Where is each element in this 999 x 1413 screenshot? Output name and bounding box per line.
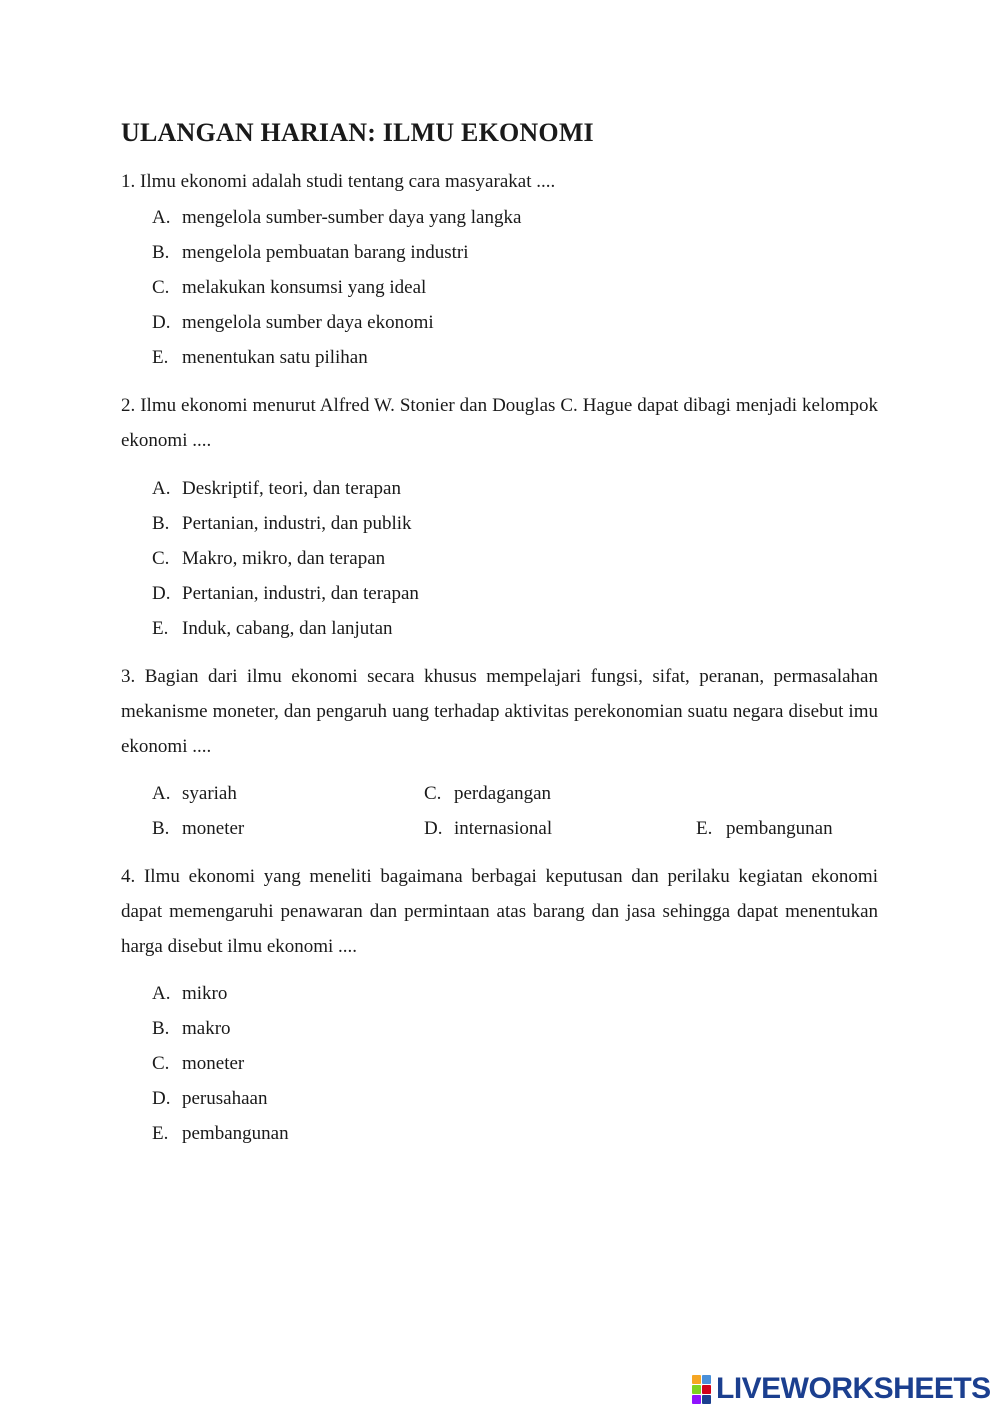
q4-option-b[interactable]: B. makro	[152, 1018, 231, 1039]
question-4-text: 4. Ilmu ekonomi yang meneliti bagaimana berbagai keputusan dan perilaku kegiatan ekonomi dapat memengaruhi penawaran dan permintaan atas barang dan jasa sehingga dapat menentukan harga disebut ilmu ekonomi ....	[121, 866, 878, 957]
logo-tile	[692, 1395, 701, 1404]
question-3-text: 3. Bagian dari ilmu ekonomi secara khusus mempelajari fungsi, sifat, peranan, permasalahan mekanisme moneter, dan pengaruh uang terhadap aktivitas perekonomian suatu negara disebut imu ekonomi ....	[121, 666, 878, 757]
q1-option-c[interactable]: C. melakukan konsumsi yang ideal	[152, 277, 427, 298]
q4-option-c[interactable]: C. moneter	[152, 1053, 245, 1074]
q3-option-a[interactable]: A. syariah	[152, 783, 237, 804]
q2-option-a[interactable]: A. Deskriptif, teori, dan terapan	[152, 478, 401, 499]
logo-tile	[702, 1395, 711, 1404]
q1-option-b[interactable]: B. mengelola pembuatan barang industri	[152, 242, 469, 263]
logo-tile	[692, 1385, 701, 1394]
logo-tile	[702, 1385, 711, 1394]
q3-option-e[interactable]: E. pembangunan	[696, 818, 833, 839]
q2-option-b[interactable]: B. Pertanian, industri, dan publik	[152, 513, 412, 534]
liveworksheets-logo-icon	[692, 1375, 712, 1403]
q2-option-c[interactable]: C. Makro, mikro, dan terapan	[152, 548, 386, 569]
logo-tile	[702, 1375, 711, 1384]
question-2-text: 2. Ilmu ekonomi menurut Alfred W. Stonier dan Douglas C. Hague dapat dibagi menjadi kelompok ekonomi ....	[121, 395, 878, 451]
q3-option-b[interactable]: B. moneter	[152, 818, 245, 839]
q4-option-d[interactable]: D. perusahaan	[152, 1088, 268, 1109]
q4-option-e[interactable]: E. pembangunan	[152, 1123, 289, 1144]
liveworksheets-logo-text: LIVEWORKSHEETS	[716, 1372, 991, 1405]
question-1-text: 1. Ilmu ekonomi adalah studi tentang cara masyarakat ....	[121, 171, 556, 192]
q3-option-d[interactable]: D. internasional	[424, 818, 553, 839]
q4-option-a[interactable]: A. mikro	[152, 983, 228, 1004]
q1-option-a[interactable]: A. mengelola sumber-sumber daya yang langka	[152, 207, 522, 228]
worksheet-title: ULANGAN HARIAN: ILMU EKONOMI	[121, 118, 594, 147]
liveworksheets-logo	[692, 1373, 991, 1405]
q3-option-c[interactable]: C. perdagangan	[424, 783, 552, 804]
logo-tile	[692, 1375, 701, 1384]
q1-option-d[interactable]: D. mengelola sumber daya ekonomi	[152, 312, 434, 333]
q2-option-e[interactable]: E. Induk, cabang, dan lanjutan	[152, 618, 393, 639]
q2-option-d[interactable]: D. Pertanian, industri, dan terapan	[152, 583, 419, 604]
q1-option-e[interactable]: E. menentukan satu pilihan	[152, 347, 368, 368]
